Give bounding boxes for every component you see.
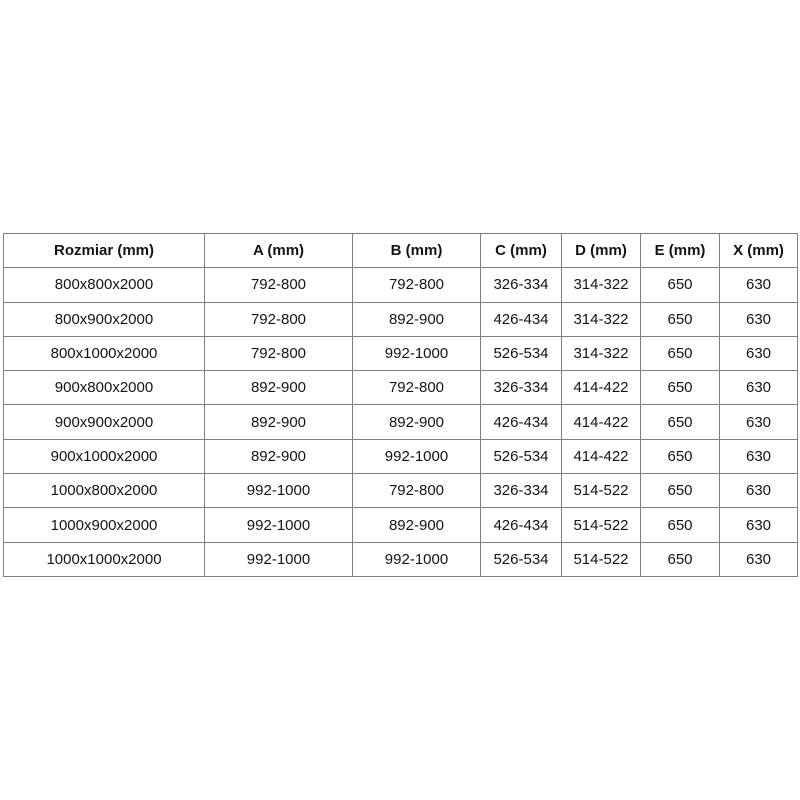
table-cell-d: 314-322	[562, 268, 641, 302]
table-cell-c: 526-534	[481, 542, 562, 576]
column-header-e: E (mm)	[641, 234, 720, 268]
table-row	[4, 302, 798, 336]
table-cell-rozmiar: 1000x1000x2000	[4, 542, 205, 576]
table-row	[4, 336, 798, 370]
table-cell-b: 792-800	[353, 268, 481, 302]
table-cell-e: 650	[641, 371, 720, 405]
table-cell-d: 314-322	[562, 336, 641, 370]
table-cell-e: 650	[641, 336, 720, 370]
table-cell-e: 650	[641, 302, 720, 336]
table-cell-x: 630	[720, 439, 798, 473]
dimensions-table	[3, 233, 798, 577]
table-row	[4, 474, 798, 508]
column-header-b: B (mm)	[353, 234, 481, 268]
table-cell-e: 650	[641, 439, 720, 473]
table-cell-d: 514-522	[562, 542, 641, 576]
table-cell-a: 892-900	[205, 405, 353, 439]
column-header-x: X (mm)	[720, 234, 798, 268]
table-cell-rozmiar: 900x800x2000	[4, 371, 205, 405]
table-cell-e: 650	[641, 474, 720, 508]
table-cell-a: 892-900	[205, 439, 353, 473]
table-cell-x: 630	[720, 336, 798, 370]
table-cell-b: 892-900	[353, 405, 481, 439]
table-cell-b: 792-800	[353, 474, 481, 508]
table-row	[4, 542, 798, 576]
table-cell-b: 992-1000	[353, 336, 481, 370]
table-cell-c: 326-334	[481, 371, 562, 405]
table-cell-e: 650	[641, 542, 720, 576]
table-cell-rozmiar: 900x900x2000	[4, 405, 205, 439]
table-row	[4, 508, 798, 542]
table-cell-c: 426-434	[481, 302, 562, 336]
table-cell-c: 526-534	[481, 439, 562, 473]
table-row	[4, 439, 798, 473]
table-cell-a: 792-800	[205, 268, 353, 302]
column-header-rozmiar: Rozmiar (mm)	[4, 234, 205, 268]
table-cell-a: 892-900	[205, 371, 353, 405]
table-cell-x: 630	[720, 268, 798, 302]
table-cell-a: 992-1000	[205, 508, 353, 542]
column-header-c: C (mm)	[481, 234, 562, 268]
table-body	[4, 268, 798, 577]
table-cell-x: 630	[720, 474, 798, 508]
table-cell-d: 414-422	[562, 371, 641, 405]
table-header-row	[4, 234, 798, 268]
table-cell-c: 426-434	[481, 508, 562, 542]
table-cell-rozmiar: 800x900x2000	[4, 302, 205, 336]
table-cell-b: 992-1000	[353, 542, 481, 576]
table-cell-c: 526-534	[481, 336, 562, 370]
table-cell-d: 414-422	[562, 405, 641, 439]
table-cell-d: 514-522	[562, 508, 641, 542]
table-cell-rozmiar: 900x1000x2000	[4, 439, 205, 473]
table-row	[4, 405, 798, 439]
table-cell-e: 650	[641, 405, 720, 439]
table-cell-b: 992-1000	[353, 439, 481, 473]
table-row	[4, 371, 798, 405]
table-cell-d: 314-322	[562, 302, 641, 336]
table-cell-x: 630	[720, 371, 798, 405]
table-cell-c: 426-434	[481, 405, 562, 439]
table-cell-rozmiar: 800x1000x2000	[4, 336, 205, 370]
table-cell-rozmiar: 1000x900x2000	[4, 508, 205, 542]
table-cell-b: 892-900	[353, 302, 481, 336]
table-cell-x: 630	[720, 542, 798, 576]
table-cell-d: 514-522	[562, 474, 641, 508]
column-header-d: D (mm)	[562, 234, 641, 268]
table-cell-a: 992-1000	[205, 542, 353, 576]
table-cell-rozmiar: 800x800x2000	[4, 268, 205, 302]
table-cell-e: 650	[641, 508, 720, 542]
table-cell-x: 630	[720, 302, 798, 336]
table-cell-e: 650	[641, 268, 720, 302]
table-cell-c: 326-334	[481, 268, 562, 302]
table-cell-rozmiar: 1000x800x2000	[4, 474, 205, 508]
table-cell-a: 792-800	[205, 336, 353, 370]
table-cell-b: 792-800	[353, 371, 481, 405]
table-cell-b: 892-900	[353, 508, 481, 542]
table-cell-a: 992-1000	[205, 474, 353, 508]
table-cell-d: 414-422	[562, 439, 641, 473]
table-cell-x: 630	[720, 405, 798, 439]
column-header-a: A (mm)	[205, 234, 353, 268]
table-cell-c: 326-334	[481, 474, 562, 508]
table-cell-x: 630	[720, 508, 798, 542]
table-row	[4, 268, 798, 302]
table-cell-a: 792-800	[205, 302, 353, 336]
